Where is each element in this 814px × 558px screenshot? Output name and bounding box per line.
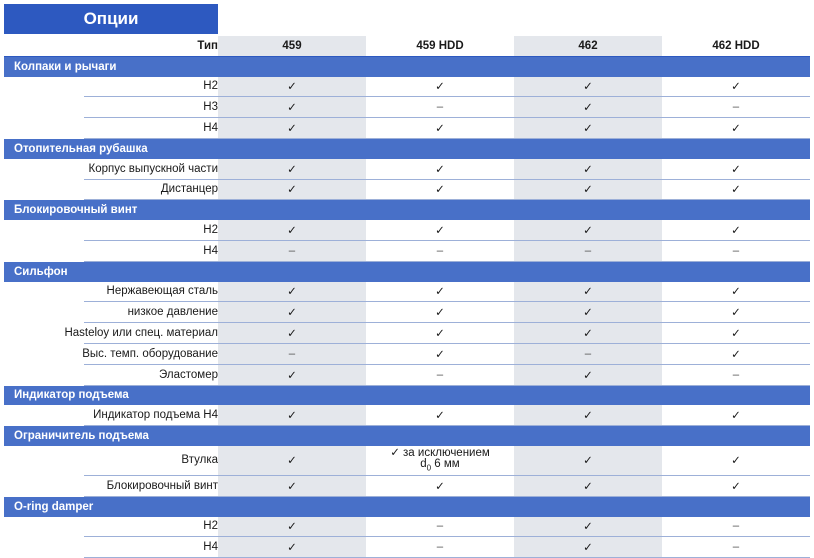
dash-icon: – bbox=[218, 344, 366, 364]
row-label: Индикатор подъема H4 bbox=[93, 409, 218, 422]
row-label: Нержавеющая сталь bbox=[106, 285, 218, 298]
dash-icon: – bbox=[514, 344, 662, 364]
check-icon: ✓ bbox=[218, 446, 366, 475]
row-label: H2 bbox=[203, 80, 218, 93]
check-icon: ✓ bbox=[218, 517, 366, 537]
row-label: Дистанцер bbox=[160, 183, 218, 196]
check-icon: ✓ bbox=[514, 77, 662, 97]
check-icon: ✓ bbox=[218, 323, 366, 343]
check-icon: ✓ bbox=[514, 302, 662, 322]
row-label: Hasteloy или спец. материал bbox=[64, 327, 218, 340]
check-icon: ✓ bbox=[435, 81, 445, 94]
table-row bbox=[4, 220, 810, 241]
table-row bbox=[4, 241, 810, 262]
type-header-label: Тип bbox=[197, 39, 218, 52]
header-row bbox=[4, 36, 810, 57]
check-icon: ✓ bbox=[731, 410, 741, 423]
check-icon: ✓ bbox=[218, 405, 366, 425]
dash-icon: – bbox=[436, 541, 444, 554]
check-icon: ✓ bbox=[731, 455, 741, 468]
dash-icon: – bbox=[732, 541, 740, 554]
table-row bbox=[4, 405, 810, 426]
check-icon: ✓ bbox=[218, 118, 366, 138]
column-header-462: 462 bbox=[514, 36, 662, 56]
options-title: Опции bbox=[4, 4, 218, 34]
row-label: H4 bbox=[203, 541, 218, 554]
section-header: Блокировочный винт bbox=[4, 200, 810, 220]
check-icon: ✓ bbox=[218, 365, 366, 385]
check-icon: ✓ bbox=[218, 97, 366, 117]
table-row bbox=[4, 517, 810, 538]
table-row bbox=[4, 282, 810, 303]
check-icon: ✓ bbox=[218, 220, 366, 240]
row-label: H4 bbox=[203, 122, 218, 135]
check-icon: ✓ bbox=[218, 476, 366, 496]
check-icon: ✓ bbox=[731, 286, 741, 299]
note-cell: ✓ за исключением $d_0$ 6 мм bbox=[390, 446, 490, 473]
check-icon: ✓ bbox=[731, 225, 741, 238]
check-icon: ✓ bbox=[514, 476, 662, 496]
check-icon: ✓ bbox=[514, 282, 662, 302]
table-row bbox=[4, 365, 810, 386]
check-icon: ✓ bbox=[218, 77, 366, 97]
column-header-462-hdd: 462 HDD bbox=[712, 39, 760, 52]
dash-icon: – bbox=[732, 368, 740, 381]
check-icon: ✓ bbox=[218, 302, 366, 322]
check-icon: ✓ bbox=[435, 480, 445, 493]
check-icon: ✓ bbox=[435, 307, 445, 320]
check-icon: ✓ bbox=[514, 537, 662, 557]
check-icon: ✓ bbox=[218, 180, 366, 200]
column-header-459: 459 bbox=[218, 36, 366, 56]
check-icon: ✓ bbox=[514, 365, 662, 385]
check-icon: ✓ bbox=[435, 123, 445, 136]
row-label: H3 bbox=[203, 101, 218, 114]
check-icon: ✓ bbox=[435, 286, 445, 299]
table-row bbox=[4, 446, 810, 476]
check-icon: ✓ bbox=[218, 282, 366, 302]
table-row bbox=[4, 180, 810, 201]
check-icon: ✓ bbox=[435, 410, 445, 423]
section-header: Сильфон bbox=[4, 262, 810, 282]
check-icon: ✓ bbox=[218, 537, 366, 557]
check-icon: ✓ bbox=[731, 480, 741, 493]
check-icon: ✓ bbox=[731, 348, 741, 361]
check-icon: ✓ bbox=[514, 323, 662, 343]
check-icon: ✓ bbox=[731, 307, 741, 320]
section-header: Ограничитель подъема bbox=[4, 426, 810, 446]
table-row bbox=[4, 97, 810, 118]
section-header: Колпаки и рычаги bbox=[4, 57, 810, 77]
check-icon: ✓ bbox=[514, 118, 662, 138]
row-label: Эластомер bbox=[159, 368, 218, 381]
check-icon: ✓ bbox=[435, 225, 445, 238]
dash-icon: – bbox=[436, 101, 444, 114]
row-label: Выс. темп. оборудование bbox=[82, 347, 218, 360]
check-icon: ✓ bbox=[731, 81, 741, 94]
table-row bbox=[4, 537, 810, 558]
dash-icon: – bbox=[732, 520, 740, 533]
check-icon: ✓ bbox=[435, 184, 445, 197]
check-icon: ✓ bbox=[435, 348, 445, 361]
check-icon: ✓ bbox=[514, 405, 662, 425]
dash-icon: – bbox=[732, 244, 740, 257]
table-row bbox=[4, 77, 810, 98]
table-row bbox=[4, 323, 810, 344]
table-row bbox=[4, 159, 810, 180]
check-icon: ✓ bbox=[731, 123, 741, 136]
options-table bbox=[4, 36, 810, 558]
check-icon: ✓ bbox=[218, 159, 366, 179]
row-label: H2 bbox=[203, 224, 218, 237]
check-icon: ✓ bbox=[514, 159, 662, 179]
check-icon: ✓ bbox=[514, 180, 662, 200]
dash-icon: – bbox=[436, 520, 444, 533]
check-icon: ✓ bbox=[514, 517, 662, 537]
column-header-459-hdd: 459 HDD bbox=[416, 39, 464, 52]
check-icon: ✓ bbox=[514, 220, 662, 240]
table-row bbox=[4, 118, 810, 139]
table-row bbox=[4, 476, 810, 497]
dash-icon: – bbox=[436, 244, 444, 257]
dash-icon: – bbox=[732, 101, 740, 114]
check-icon: ✓ bbox=[435, 163, 445, 176]
table-row bbox=[4, 302, 810, 323]
dash-icon: – bbox=[436, 368, 444, 381]
section-header: Отопительная рубашка bbox=[4, 139, 810, 159]
check-icon: ✓ bbox=[514, 97, 662, 117]
section-header: O-ring damper bbox=[4, 497, 810, 517]
section-header: Индикатор подъема bbox=[4, 386, 810, 406]
row-label: низкое давление bbox=[127, 306, 218, 319]
row-label: H2 bbox=[203, 520, 218, 533]
check-icon: ✓ bbox=[731, 328, 741, 341]
table-row bbox=[4, 344, 810, 365]
dash-icon: – bbox=[218, 241, 366, 261]
row-label: H4 bbox=[203, 244, 218, 257]
row-label: Корпус выпускной части bbox=[88, 162, 218, 175]
check-icon: ✓ bbox=[435, 328, 445, 341]
check-icon: ✓ bbox=[731, 163, 741, 176]
table-body bbox=[4, 57, 810, 558]
row-label: Блокировочный винт bbox=[106, 479, 218, 492]
check-icon: ✓ bbox=[731, 184, 741, 197]
check-icon: ✓ bbox=[514, 446, 662, 475]
dash-icon: – bbox=[514, 241, 662, 261]
row-label: Втулка bbox=[181, 454, 218, 467]
